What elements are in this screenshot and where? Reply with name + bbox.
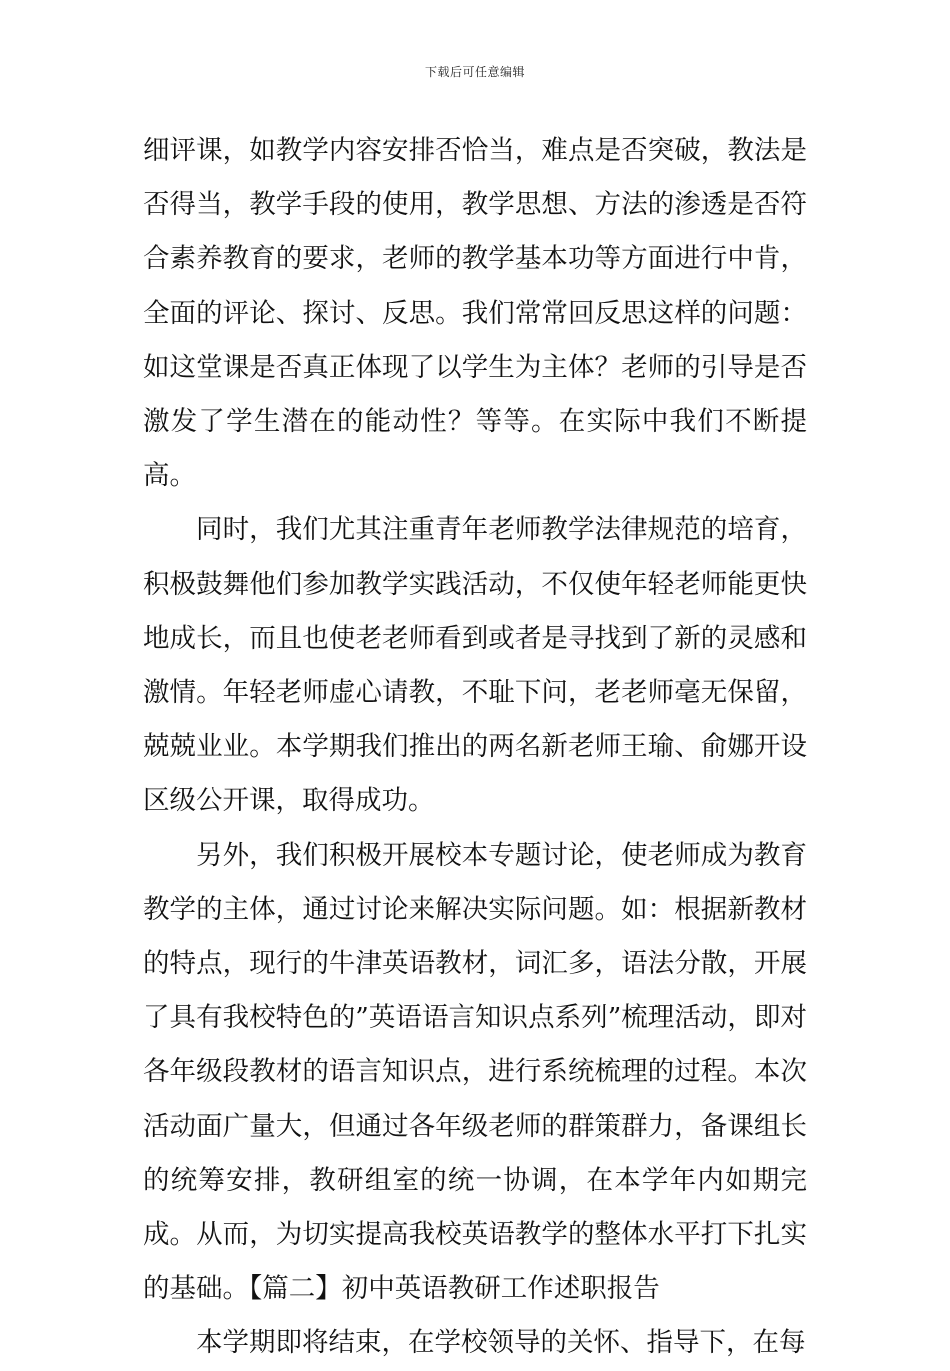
header-note: 下载后可任意编辑 <box>424 65 525 79</box>
paragraph-3: 另外，我们积极开展校本专题讨论，使老师成为教育教学的主体，通过讨论来解决实际问题。如：根据新教材的特点，现行的牛津英语教材，词汇多，语法分散，开展了具有我校特色的”英语语言知识点系列”梳理活动，即对各年级段教材的语言知识点，进行系统梳理的过程。本次活动面广量大，但通过各年级老师的群策群力，备课组长的统筹安排，教研组室的统一协调，在本学年内如期完成。从而，为切实提高我校英语教学的整体水平打下扎实的基础。【篇二】初中英语教研工作述职报告 <box>143 839 807 1305</box>
paragraph-1: 细评课，如教学内容安排否恰当，难点是否突破，教法是否得当，教学手段的使用，教学思想、方法的渗透是否符合素养教育的要求，老师的教学基本功等方面进行中肯，全面的评论、探讨、反思。我们常常回反思这样的问题：如这堂课是否真正体现了以学生为主体？老师的引导是否激发了学生潜在的能动性？等等。在实际中我们不断提高。 <box>143 135 807 492</box>
document-body <box>143 124 807 1371</box>
paragraph-2: 同时，我们尤其注重青年老师教学法律规范的培育，积极鼓舞他们参加教学实践活动，不仅使年轻老师能更快地成长，而且也使老老师看到或者是寻找到了新的灵感和激情。年轻老师虚心请教，不耻下问，老老师毫无保留，兢兢业业。本学期我们推出的两名新老师王瑜、俞娜开设区级公开课，取得成功。 <box>143 514 807 817</box>
paragraph-4: 本学期即将结束，在学校领导的关怀、指导下，在每 <box>196 1327 806 1359</box>
